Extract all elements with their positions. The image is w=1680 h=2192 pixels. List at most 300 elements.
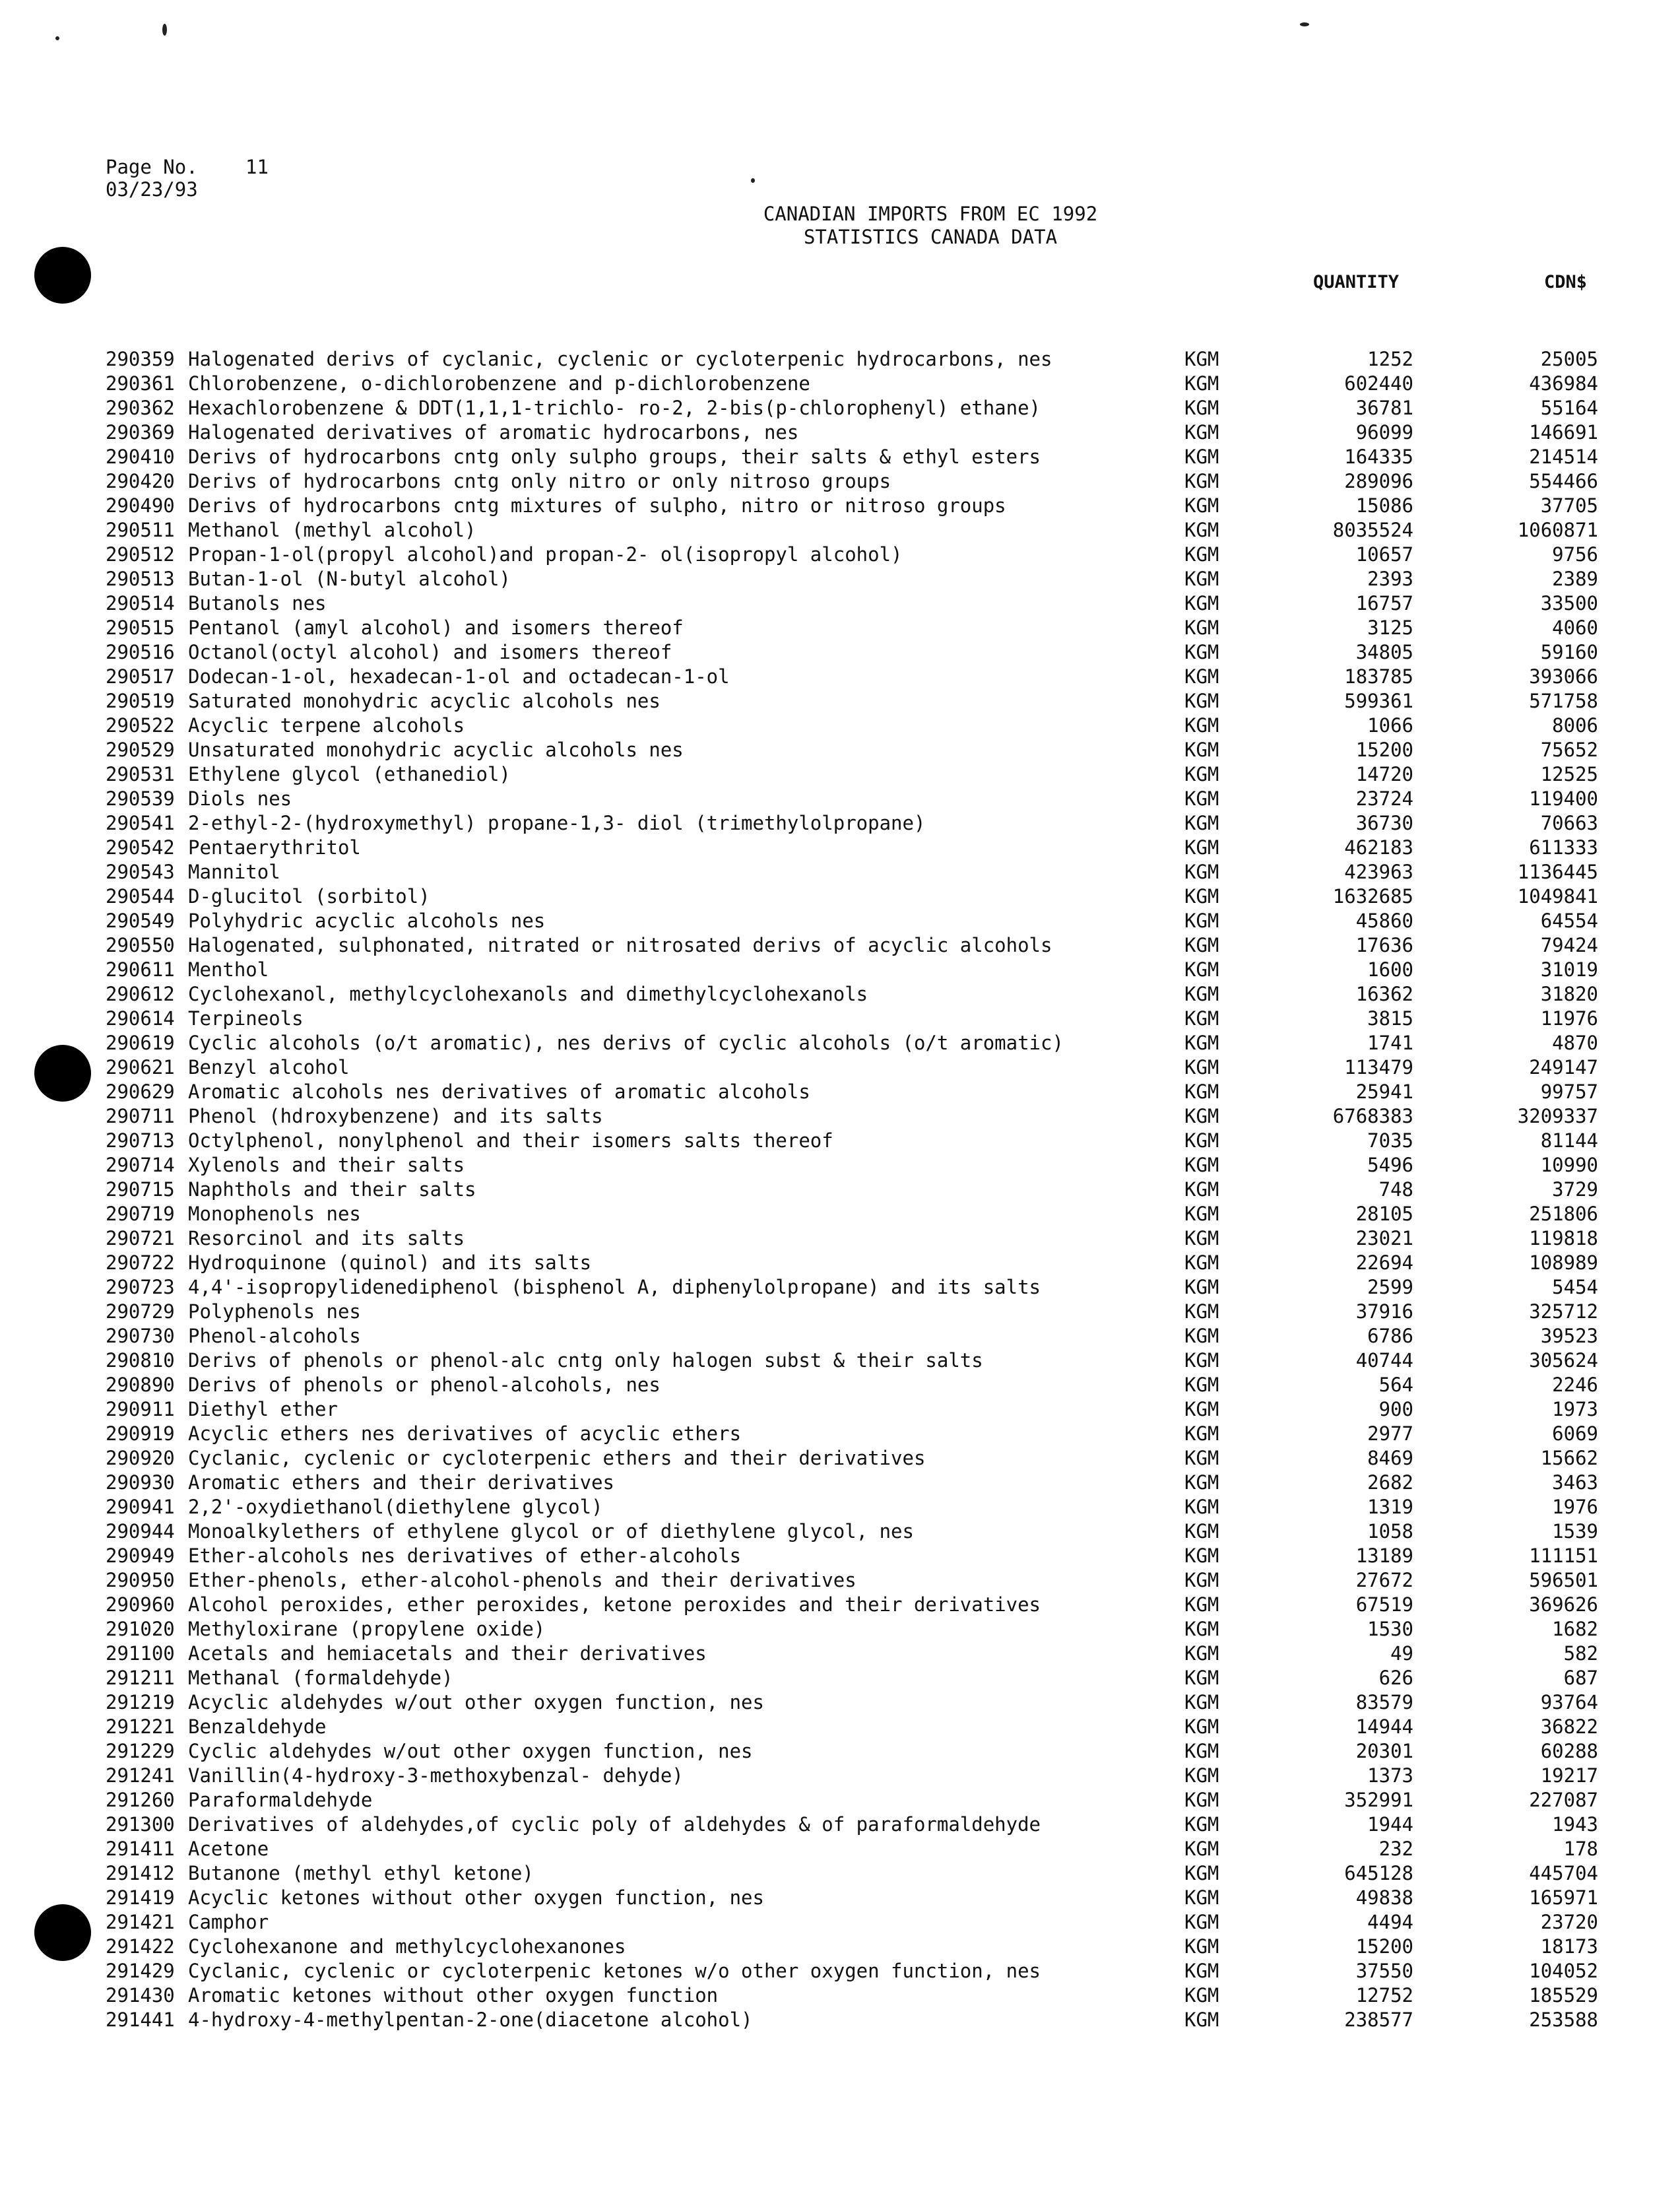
quantity-cell: 1058: [1367, 1520, 1413, 1543]
description-cell: Monoalkylethers of ethylene glycol or of diethylene glycol, nes: [188, 1520, 914, 1543]
quantity-cell: 16757: [1355, 592, 1413, 614]
description-cell: Halogenated, sulphonated, nitrated or nitrosated derivs of acyclic alcohols: [188, 934, 1052, 956]
quantity-cell: 602440: [1344, 372, 1413, 395]
description-cell: Cyclanic, cyclenic or cycloterpenic ketones w/o other oxygen function, nes: [188, 1960, 1041, 1982]
table-row: [0, 1935, 1680, 1959]
description-cell: 4-hydroxy-4-methylpentan-2-one(diacetone alcohol): [188, 2009, 753, 2031]
cdn-value-cell: 1136445: [1517, 861, 1598, 883]
quantity-cell: 15086: [1355, 494, 1413, 517]
description-cell: Hydroquinone (quinol) and its salts: [188, 1251, 592, 1274]
description-cell: Acyclic aldehydes w/out other oxygen function, nes: [188, 1691, 764, 1713]
cdn-value-cell: 582: [1563, 1642, 1598, 1665]
code-cell: 290410: [106, 446, 175, 468]
cdn-value-cell: 325712: [1529, 1300, 1598, 1323]
unit-cell: KGM: [1184, 836, 1219, 859]
description-cell: Polyhydric acyclic alcohols nes: [188, 910, 546, 932]
unit-cell: KGM: [1184, 348, 1219, 370]
table-row: [0, 1812, 1680, 1837]
cdn-value-cell: 18173: [1540, 1935, 1598, 1958]
code-cell: 290516: [106, 641, 175, 663]
quantity-cell: 1252: [1367, 348, 1413, 370]
table-row: [0, 1715, 1680, 1739]
cdn-value-cell: 59160: [1540, 641, 1598, 663]
quantity-cell: 232: [1378, 1838, 1413, 1860]
cdn-value-cell: 8006: [1552, 714, 1598, 737]
description-cell: Cyclic aldehydes w/out other oxygen function, nes: [188, 1740, 753, 1762]
description-cell: Derivatives of aldehydes,of cyclic poly of aldehydes & of paraformaldehyde: [188, 1813, 1041, 1836]
description-cell: Ether-phenols, ether-alcohol-phenols and their derivatives: [188, 1569, 856, 1591]
quantity-cell: 183785: [1344, 665, 1413, 688]
description-cell: Terpineols: [188, 1007, 304, 1030]
cdn-value-cell: 10990: [1540, 1154, 1598, 1176]
code-cell: 290543: [106, 861, 175, 883]
code-cell: 290920: [106, 1447, 175, 1469]
cdn-value-cell: 93764: [1540, 1691, 1598, 1713]
code-cell: 290911: [106, 1398, 175, 1420]
import-table: [0, 347, 1680, 2032]
cdn-value-cell: 119818: [1529, 1227, 1598, 1249]
table-row: [0, 1519, 1680, 1544]
table-row: [0, 811, 1680, 836]
cdn-value-cell: 5454: [1552, 1276, 1598, 1298]
description-cell: Aromatic ketones without other oxygen function: [188, 1984, 719, 2007]
table-row: [0, 689, 1680, 714]
unit-cell: KGM: [1184, 1740, 1219, 1762]
unit-cell: KGM: [1184, 1496, 1219, 1518]
cdn-value-cell: 75652: [1540, 739, 1598, 761]
quantity-cell: 37550: [1355, 1960, 1413, 1982]
code-cell: 290550: [106, 934, 175, 956]
cdn-value-cell: 104052: [1529, 1960, 1598, 1982]
quantity-cell: 16362: [1355, 983, 1413, 1005]
table-row: [0, 372, 1680, 396]
description-cell: Cyclohexanone and methylcyclohexanones: [188, 1935, 626, 1958]
page-number: 11: [245, 156, 269, 178]
code-cell: 290729: [106, 1300, 175, 1323]
code-cell: 290949: [106, 1544, 175, 1567]
cdn-value-cell: 146691: [1529, 421, 1598, 444]
code-cell: 290941: [106, 1496, 175, 1518]
cdn-value-cell: 1943: [1552, 1813, 1598, 1836]
description-cell: Pentanol (amyl alcohol) and isomers thereof: [188, 616, 684, 639]
code-cell: 291229: [106, 1740, 175, 1762]
quantity-cell: 10657: [1355, 543, 1413, 566]
quantity-cell: 164335: [1344, 446, 1413, 468]
unit-cell: KGM: [1184, 934, 1219, 956]
cdn-value-cell: 305624: [1529, 1349, 1598, 1372]
quantity-cell: 83579: [1355, 1691, 1413, 1713]
table-row: [0, 982, 1680, 1007]
description-cell: Polyphenols nes: [188, 1300, 361, 1323]
table-row: [0, 1031, 1680, 1055]
cdn-value-cell: 6069: [1552, 1422, 1598, 1445]
quantity-cell: 27672: [1355, 1569, 1413, 1591]
report-subtitle: STATISTICS CANADA DATA: [803, 226, 1058, 248]
unit-cell: KGM: [1184, 1203, 1219, 1225]
unit-cell: KGM: [1184, 616, 1219, 639]
quantity-cell: 2599: [1367, 1276, 1413, 1298]
unit-cell: KGM: [1184, 1667, 1219, 1689]
unit-cell: KGM: [1184, 861, 1219, 883]
unit-cell: KGM: [1184, 1960, 1219, 1982]
unit-cell: KGM: [1184, 568, 1219, 590]
cdn-value-cell: 11976: [1540, 1007, 1598, 1030]
description-cell: Halogenated derivs of cyclanic, cyclenic or cycloterpenic hydrocarbons, nes: [188, 348, 1052, 370]
quantity-cell: 1632685: [1332, 885, 1413, 908]
description-cell: Dodecan-1-ol, hexadecan-1-ol and octadecan-1-ol: [188, 665, 730, 688]
cdn-value-cell: 4060: [1552, 616, 1598, 639]
table-row: [0, 567, 1680, 591]
cdn-value-cell: 12525: [1540, 763, 1598, 785]
unit-cell: KGM: [1184, 1886, 1219, 1909]
table-row: [0, 836, 1680, 860]
code-cell: 291300: [106, 1813, 175, 1836]
description-cell: Camphor: [188, 1911, 269, 1933]
cdn-value-cell: 1976: [1552, 1496, 1598, 1518]
description-cell: Aromatic alcohols nes derivatives of aromatic alcohols: [188, 1080, 810, 1103]
report-title: CANADIAN IMPORTS FROM EC 1992: [763, 203, 1098, 225]
unit-cell: KGM: [1184, 665, 1219, 688]
quantity-cell: 49838: [1355, 1886, 1413, 1909]
unit-cell: KGM: [1184, 421, 1219, 444]
table-row: [0, 787, 1680, 811]
description-cell: Ether-alcohols nes derivatives of ether-alcohols: [188, 1544, 742, 1567]
code-cell: 290723: [106, 1276, 175, 1298]
quantity-cell: 1600: [1367, 958, 1413, 981]
cdn-value-cell: 571758: [1529, 690, 1598, 712]
description-cell: Unsaturated monohydric acyclic alcohols nes: [188, 739, 684, 761]
code-cell: 290515: [106, 616, 175, 639]
table-row: [0, 1226, 1680, 1251]
unit-cell: KGM: [1184, 446, 1219, 468]
unit-cell: KGM: [1184, 1593, 1219, 1616]
code-cell: 290490: [106, 494, 175, 517]
unit-cell: KGM: [1184, 739, 1219, 761]
description-cell: 2-ethyl-2-(hydroxymethyl) propane-1,3- diol (trimethylolpropane): [188, 812, 926, 834]
code-cell: 291421: [106, 1911, 175, 1933]
unit-cell: KGM: [1184, 641, 1219, 663]
cdn-value-cell: 1682: [1552, 1618, 1598, 1640]
description-cell: Derivs of hydrocarbons cntg only nitro or only nitroso groups: [188, 470, 891, 492]
description-cell: Menthol: [188, 958, 269, 981]
description-cell: Mannitol: [188, 861, 280, 883]
unit-cell: KGM: [1184, 1520, 1219, 1543]
code-cell: 290359: [106, 348, 175, 370]
unit-cell: KGM: [1184, 885, 1219, 908]
unit-cell: KGM: [1184, 812, 1219, 834]
description-cell: Benzyl alcohol: [188, 1056, 350, 1079]
unit-cell: KGM: [1184, 1984, 1219, 2007]
unit-cell: KGM: [1184, 1691, 1219, 1713]
table-row: [0, 762, 1680, 787]
table-row: [0, 1983, 1680, 2008]
quantity-cell: 12752: [1355, 1984, 1413, 2007]
unit-cell: KGM: [1184, 714, 1219, 737]
description-cell: Alcohol peroxides, ether peroxides, ketone peroxides and their derivatives: [188, 1593, 1041, 1616]
table-row: [0, 1886, 1680, 1910]
description-cell: Derivs of hydrocarbons cntg only sulpho groups, their salts & ethyl esters: [188, 446, 1041, 468]
quantity-cell: 40744: [1355, 1349, 1413, 1372]
unit-cell: KGM: [1184, 763, 1219, 785]
unit-cell: KGM: [1184, 1276, 1219, 1298]
code-cell: 290541: [106, 812, 175, 834]
unit-cell: KGM: [1184, 1129, 1219, 1152]
quantity-cell: 645128: [1344, 1862, 1413, 1884]
scan-speck: [55, 36, 59, 40]
table-row: [0, 909, 1680, 933]
page-label: Page No.: [106, 156, 198, 178]
unit-cell: KGM: [1184, 1349, 1219, 1372]
cdn-value-cell: 165971: [1529, 1886, 1598, 1909]
table-row: [0, 884, 1680, 909]
table-row: [0, 1348, 1680, 1373]
table-row: [0, 1153, 1680, 1178]
cdn-value-cell: 36822: [1540, 1715, 1598, 1738]
punch-hole-top: [34, 247, 91, 304]
cdn-value-cell: 185529: [1529, 1984, 1598, 2007]
code-cell: 290361: [106, 372, 175, 395]
description-cell: Acetone: [188, 1838, 269, 1860]
table-row: [0, 860, 1680, 884]
quantity-cell: 37916: [1355, 1300, 1413, 1323]
table-row: [0, 1275, 1680, 1300]
cdn-value-cell: 611333: [1529, 836, 1598, 859]
description-cell: Derivs of phenols or phenol-alc cntg only halogen subst & their salts: [188, 1349, 983, 1372]
unit-cell: KGM: [1184, 372, 1219, 395]
quantity-cell: 626: [1378, 1667, 1413, 1689]
unit-cell: KGM: [1184, 1471, 1219, 1494]
description-cell: Butanols nes: [188, 592, 327, 614]
quantity-cell: 13189: [1355, 1544, 1413, 1567]
cdn-value-cell: 2389: [1552, 568, 1598, 590]
description-cell: Phenol (hdroxybenzene) and its salts: [188, 1105, 603, 1127]
table-row: [0, 1617, 1680, 1642]
description-cell: Butanone (methyl ethyl ketone): [188, 1862, 534, 1884]
quantity-cell: 6768383: [1332, 1105, 1413, 1127]
table-row: [0, 1471, 1680, 1495]
cdn-value-cell: 111151: [1529, 1544, 1598, 1567]
code-cell: 290930: [106, 1471, 175, 1494]
table-row: [0, 1007, 1680, 1031]
quantity-cell: 1319: [1367, 1496, 1413, 1518]
description-cell: D-glucitol (sorbitol): [188, 885, 430, 908]
quantity-cell: 45860: [1355, 910, 1413, 932]
table-row: [0, 1568, 1680, 1593]
code-cell: 291441: [106, 2009, 175, 2031]
unit-cell: KGM: [1184, 1935, 1219, 1958]
code-cell: 290722: [106, 1251, 175, 1274]
table-row: [0, 640, 1680, 665]
quantity-cell: 1373: [1367, 1764, 1413, 1787]
code-cell: 290539: [106, 787, 175, 810]
unit-cell: KGM: [1184, 1007, 1219, 1030]
description-cell: Saturated monohydric acyclic alcohols nes: [188, 690, 661, 712]
unit-cell: KGM: [1184, 1227, 1219, 1249]
cdn-value-cell: 3729: [1552, 1178, 1598, 1201]
description-cell: Methyloxirane (propylene oxide): [188, 1618, 546, 1640]
cdn-value-cell: 596501: [1529, 1569, 1598, 1591]
unit-cell: KGM: [1184, 519, 1219, 541]
table-row: [0, 1422, 1680, 1446]
cdn-value-cell: 81144: [1540, 1129, 1598, 1152]
code-cell: 291100: [106, 1642, 175, 1665]
unit-cell: KGM: [1184, 690, 1219, 712]
scan-speck: [751, 178, 755, 183]
quantity-cell: 36730: [1355, 812, 1413, 834]
table-row: [0, 958, 1680, 982]
table-row: [0, 1397, 1680, 1422]
code-cell: 290512: [106, 543, 175, 566]
code-cell: 290513: [106, 568, 175, 590]
table-row: [0, 396, 1680, 420]
code-cell: 290420: [106, 470, 175, 492]
quantity-cell: 8035524: [1332, 519, 1413, 541]
quantity-cell: 352991: [1344, 1789, 1413, 1811]
description-cell: Acetals and hemiacetals and their derivatives: [188, 1642, 707, 1665]
description-cell: Vanillin(4-hydroxy-3-methoxybenzal- dehyde): [188, 1764, 684, 1787]
code-cell: 290531: [106, 763, 175, 785]
description-cell: Hexachlorobenzene & DDT(1,1,1-trichlo- ro-2, 2-bis(p-chlorophenyl) ethane): [188, 397, 1041, 419]
unit-cell: KGM: [1184, 787, 1219, 810]
table-row: [0, 518, 1680, 543]
description-cell: Acyclic ketones without other oxygen function, nes: [188, 1886, 764, 1909]
cdn-value-cell: 3463: [1552, 1471, 1598, 1494]
quantity-cell: 1066: [1367, 714, 1413, 737]
table-row: [0, 1129, 1680, 1153]
code-cell: 290529: [106, 739, 175, 761]
description-cell: Propan-1-ol(propyl alcohol)and propan-2- ol(isopropyl alcohol): [188, 543, 903, 566]
unit-cell: KGM: [1184, 1300, 1219, 1323]
table-row: [0, 1861, 1680, 1886]
code-cell: 290721: [106, 1227, 175, 1249]
code-cell: 290619: [106, 1032, 175, 1054]
description-cell: Octanol(octyl alcohol) and isomers thereof: [188, 641, 672, 663]
quantity-cell: 2682: [1367, 1471, 1413, 1494]
unit-cell: KGM: [1184, 1325, 1219, 1347]
description-cell: Phenol-alcohols: [188, 1325, 361, 1347]
code-cell: 290369: [106, 421, 175, 444]
description-cell: Benzaldehyde: [188, 1715, 327, 1738]
quantity-cell: 1530: [1367, 1618, 1413, 1640]
cdn-value-cell: 25005: [1540, 348, 1598, 370]
table-row: [0, 1300, 1680, 1324]
code-cell: 290612: [106, 983, 175, 1005]
table-row: [0, 1324, 1680, 1348]
code-cell: 290517: [106, 665, 175, 688]
cdn-value-cell: 554466: [1529, 470, 1598, 492]
column-header-cdn: CDN$: [1544, 272, 1588, 292]
table-row: [0, 616, 1680, 640]
quantity-cell: 2393: [1367, 568, 1413, 590]
cdn-value-cell: 55164: [1540, 397, 1598, 419]
cdn-value-cell: 251806: [1529, 1203, 1598, 1225]
code-cell: 290810: [106, 1349, 175, 1372]
unit-cell: KGM: [1184, 1618, 1219, 1640]
code-cell: 290629: [106, 1080, 175, 1103]
quantity-cell: 25941: [1355, 1080, 1413, 1103]
cdn-value-cell: 31820: [1540, 983, 1598, 1005]
description-cell: Xylenols and their salts: [188, 1154, 465, 1176]
unit-cell: KGM: [1184, 1642, 1219, 1665]
quantity-cell: 5496: [1367, 1154, 1413, 1176]
description-cell: 2,2'-oxydiethanol(diethylene glycol): [188, 1496, 603, 1518]
cdn-value-cell: 369626: [1529, 1593, 1598, 1616]
quantity-cell: 15200: [1355, 739, 1413, 761]
code-cell: 291411: [106, 1838, 175, 1860]
quantity-cell: 238577: [1344, 2009, 1413, 2031]
quantity-cell: 28105: [1355, 1203, 1413, 1225]
unit-cell: KGM: [1184, 1715, 1219, 1738]
cdn-value-cell: 37705: [1540, 494, 1598, 517]
table-row: [0, 665, 1680, 689]
unit-cell: KGM: [1184, 958, 1219, 981]
table-row: [0, 1080, 1680, 1104]
cdn-value-cell: 9756: [1552, 543, 1598, 566]
unit-cell: KGM: [1184, 1374, 1219, 1396]
unit-cell: KGM: [1184, 592, 1219, 614]
cdn-value-cell: 60288: [1540, 1740, 1598, 1762]
description-cell: Pentaerythritol: [188, 836, 361, 859]
description-cell: Octylphenol, nonylphenol and their isomers salts thereof: [188, 1129, 833, 1152]
code-cell: 290950: [106, 1569, 175, 1591]
cdn-value-cell: 1060871: [1517, 519, 1598, 541]
unit-cell: KGM: [1184, 983, 1219, 1005]
description-cell: Naphthols and their salts: [188, 1178, 476, 1201]
table-row: [0, 591, 1680, 616]
quantity-cell: 23021: [1355, 1227, 1413, 1249]
quantity-cell: 423963: [1344, 861, 1413, 883]
code-cell: 290519: [106, 690, 175, 712]
description-cell: Resorcinol and its salts: [188, 1227, 465, 1249]
code-cell: 291219: [106, 1691, 175, 1713]
unit-cell: KGM: [1184, 1032, 1219, 1054]
code-cell: 290944: [106, 1520, 175, 1543]
code-cell: 290511: [106, 519, 175, 541]
table-row: [0, 1593, 1680, 1617]
table-row: [0, 2008, 1680, 2032]
code-cell: 291422: [106, 1935, 175, 1958]
description-cell: 4,4'-isopropylidenediphenol (bisphenol A, diphenylolpropane) and its salts: [188, 1276, 1041, 1298]
report-date: 03/23/93: [106, 178, 198, 201]
cdn-value-cell: 253588: [1529, 2009, 1598, 2031]
cdn-value-cell: 15662: [1540, 1447, 1598, 1469]
unit-cell: KGM: [1184, 910, 1219, 932]
description-cell: Cyclohexanol, methylcyclohexanols and dimethylcyclohexanols: [188, 983, 868, 1005]
table-row: [0, 1910, 1680, 1935]
cdn-value-cell: 70663: [1540, 812, 1598, 834]
cdn-value-cell: 3209337: [1517, 1105, 1598, 1127]
quantity-cell: 3125: [1367, 616, 1413, 639]
quantity-cell: 22694: [1355, 1251, 1413, 1274]
unit-cell: KGM: [1184, 1056, 1219, 1079]
unit-cell: KGM: [1184, 494, 1219, 517]
table-row: [0, 1788, 1680, 1812]
table-row: [0, 1544, 1680, 1568]
cdn-value-cell: 1539: [1552, 1520, 1598, 1543]
description-cell: Paraformaldehyde: [188, 1789, 373, 1811]
table-row: [0, 1495, 1680, 1519]
unit-cell: KGM: [1184, 470, 1219, 492]
quantity-cell: 748: [1378, 1178, 1413, 1201]
code-cell: 290611: [106, 958, 175, 981]
code-cell: 291020: [106, 1618, 175, 1640]
unit-cell: KGM: [1184, 1789, 1219, 1811]
quantity-cell: 3815: [1367, 1007, 1413, 1030]
table-row: [0, 494, 1680, 518]
code-cell: 291241: [106, 1764, 175, 1787]
unit-cell: KGM: [1184, 1154, 1219, 1176]
cdn-value-cell: 108989: [1529, 1251, 1598, 1274]
